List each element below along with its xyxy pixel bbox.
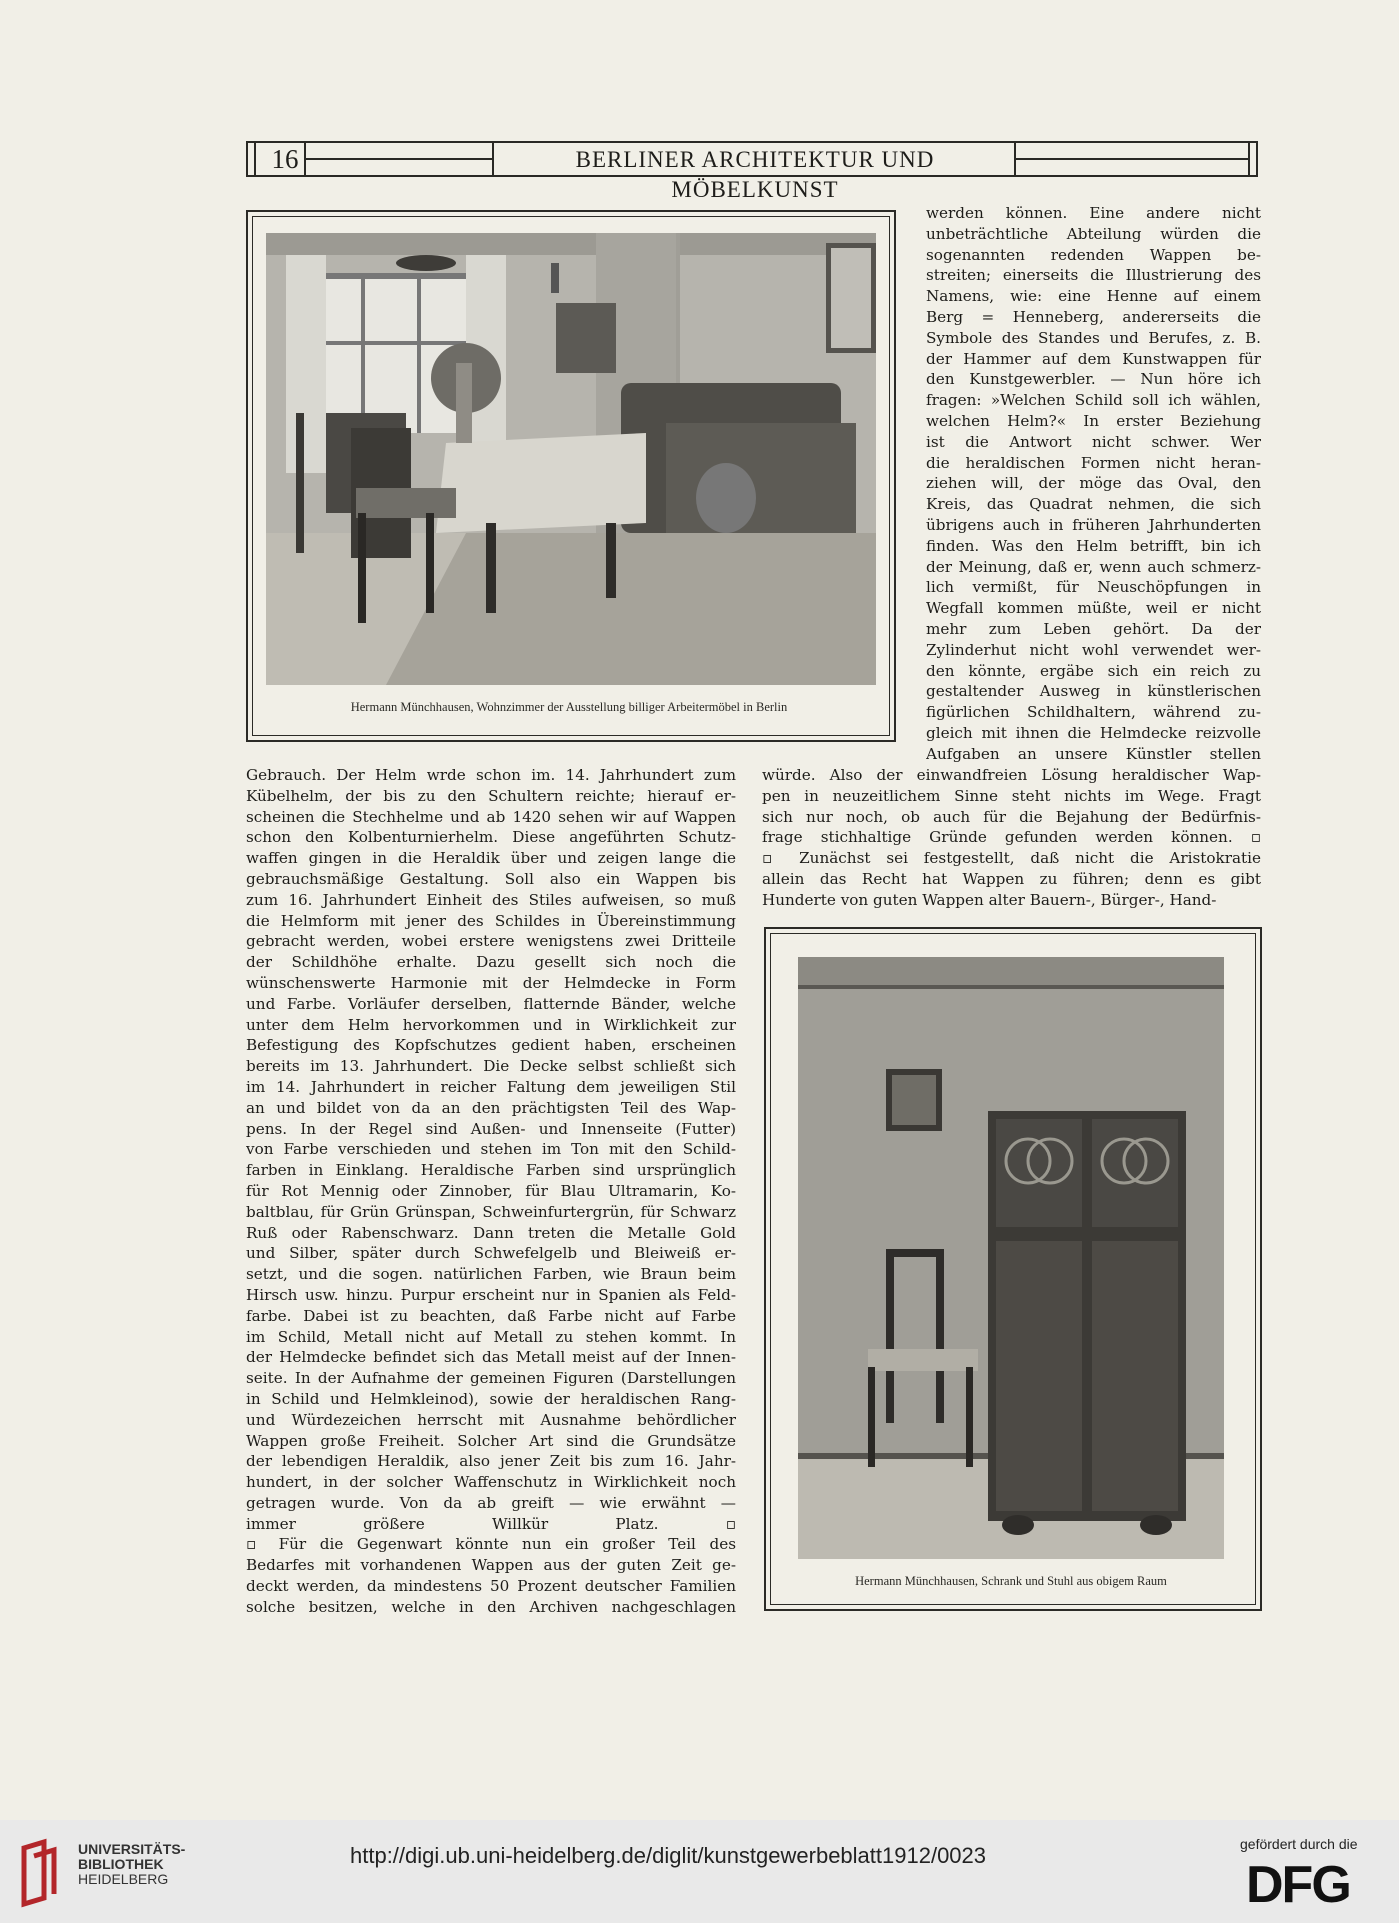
text-line: sogenannten redenden Wappen be- — [926, 245, 1261, 264]
text-line: deckt werden, da mindestens 50 Prozent deutscher Familien — [246, 1577, 736, 1596]
text-line: gestaltender Ausweg in künstlerischen — [926, 682, 1261, 701]
library-logo-icon — [14, 1838, 70, 1908]
figure-bottom-caption: Hermann Münchhausen, Schrank und Stuhl aus obigem Raum — [855, 1574, 1167, 1588]
text-line: der Meinung, daß er, wenn auch schmerz- — [926, 557, 1261, 576]
text-line: und Würdezeichen herrscht mit Ausnahme behördlicher — [246, 1410, 736, 1429]
text-line: Wappen große Freiheit. Solcher Art sind die Grundsätze — [246, 1431, 736, 1450]
text-line: gebracht werden, wobei erstere wenigstens zwei Dritteile — [246, 932, 736, 951]
text-line: fragen: »Welchen Schild soll ich wählen, — [926, 391, 1261, 410]
dfg-logo: DFG — [1246, 1856, 1350, 1914]
column-right-top — [926, 203, 1261, 765]
text-line: Zylinderhut nicht wohl verwendet wer- — [926, 640, 1261, 659]
column-left — [246, 765, 736, 1618]
text-line: pens. In der Regel sind Außen- und Innenseite (Futter) — [246, 1119, 736, 1138]
text-line: für Rot Mennig oder Zinnober, für Blau Ultramarin, Ko- — [246, 1181, 736, 1200]
text-line: Namens, wie: eine Henne auf einem — [926, 287, 1261, 306]
text-line: Kübelhelm, der bis zu den Schultern reichte; hierauf er- — [246, 786, 736, 805]
text-line: frage stichhaltige Gründe gefunden werden können. ▫ — [762, 828, 1261, 847]
text-line: figürlichen Schildhaltern, während zu- — [926, 703, 1261, 722]
text-line: zum 16. Jahrhundert Einheit des Stiles aufweisen, so muß — [246, 890, 736, 909]
text-line: solche besitzen, welche in den Archiven nachgeschlagen — [246, 1597, 736, 1616]
text-line: schon den Kolbenturnierhelm. Diese angeführten Schutz- — [246, 828, 736, 847]
text-line: ist die Antwort nicht schwer. Wer — [926, 432, 1261, 451]
text-line: Aufgaben an unsere Künstler stellen — [926, 744, 1261, 763]
text-line: finden. Was den Helm betrifft, bin ich — [926, 536, 1261, 555]
text-line: Bedarfes mit vorhandenen Wappen aus der guten Zeit ge- — [246, 1556, 736, 1575]
text-line: getragen wurde. Von da ab greift — wie erwähnt — — [246, 1493, 736, 1512]
text-line: übrigens auch in früheren Jahrhunderten — [926, 515, 1261, 534]
text-line: farben in Einklang. Heraldische Farben sind ursprünglich — [246, 1161, 736, 1180]
text-line: den Kunstgewerbler. — Nun höre ich — [926, 370, 1261, 389]
text-line: setzt, und die sogen. natürlichen Farben, wie Braun beim — [246, 1265, 736, 1284]
text-line: ▫ Zunächst sei festgestellt, daß nicht die Aristokratie — [762, 849, 1261, 868]
text-line: und Silber, später durch Schwefelgelb und Bleiweiß er- — [246, 1244, 736, 1263]
running-title: BERLINER ARCHITEKTUR UND MÖBELKUNST — [575, 147, 935, 202]
text-line: an und bildet von da an den prächtigsten Teil des Wap- — [246, 1098, 736, 1117]
library-name-line3: HEIDELBERG — [78, 1871, 169, 1887]
text-line: waffen gingen in die Heraldik über und zeigen lange die — [246, 849, 736, 868]
figure-top-photo — [266, 233, 876, 685]
text-line: die Helmform mit jener des Schildes in Übereinstimmung — [246, 911, 736, 930]
permalink-url[interactable]: http://digi.ub.uni-heidelberg.de/diglit/kunstgewerbeblatt1912/0023 — [350, 1843, 987, 1868]
text-line: Hirsch usw. hinzu. Purpur erscheint nur in Spanien als Feld- — [246, 1285, 736, 1304]
library-name — [78, 1842, 185, 1887]
text-line: unbeträchtliche Abteilung würden die — [926, 224, 1261, 243]
text-line: sich nur noch, ob auch für die Bejahung der Bedürfnis- — [762, 807, 1261, 826]
text-line: von Farbe verschieden und stehen im Ton mit den Schild- — [246, 1140, 736, 1159]
text-line: werden können. Eine andere nicht — [926, 204, 1261, 222]
text-line: bereits im 13. Jahrhundert. Die Decke selbst schließt sich — [246, 1057, 736, 1076]
text-line: mehr zum Leben gehört. Da der — [926, 619, 1261, 638]
text-line: wünschenswerte Harmonie mit der Helmdecke in Form — [246, 973, 736, 992]
text-line: Kreis, das Quadrat nehmen, die sich — [926, 495, 1261, 514]
text-line: welchen Helm?« In erster Beziehung — [926, 411, 1261, 430]
funded-by-label: gefördert durch die — [1240, 1836, 1358, 1852]
text-line: würde. Also der einwandfreien Lösung heraldischer Wap- — [762, 766, 1261, 784]
text-line: hundert, in der solcher Waffenschutz in Wirklichkeit noch — [246, 1473, 736, 1492]
text-line: unter dem Helm hervorkommen und in Wirklichkeit zur — [246, 1015, 736, 1034]
text-line: der Helmdecke befindet sich das Metall meist auf der Innen- — [246, 1348, 736, 1367]
text-line: Gebrauch. Der Helm wrde schon im. 14. Jahrhundert zum — [246, 766, 736, 784]
text-line: ziehen will, der möge das Oval, den — [926, 474, 1261, 493]
text-line: im Schild, Metall nicht auf Metall zu stehen kommt. In — [246, 1327, 736, 1346]
text-line: den könnte, ergäbe sich ein reich zu — [926, 661, 1261, 680]
column-right-mid — [762, 765, 1261, 911]
library-name-line1: UNIVERSITÄTS- — [78, 1841, 186, 1857]
text-line: lich vermißt, für Neuschöpfungen in — [926, 578, 1261, 597]
text-line: pen in neuzeitlichem Sinne steht nichts im Wege. Fragt — [762, 786, 1261, 805]
text-line: der lebendigen Heraldik, also jener Zeit bis zum 16. Jahr- — [246, 1452, 736, 1471]
text-line: Wegfall kommen müßte, weil er nicht — [926, 599, 1261, 618]
text-line: gleich mit ihnen die Helmdecke reizvolle — [926, 723, 1261, 742]
figure-top-caption: Hermann Münchhausen, Wohnzimmer der Ausstellung billiger Arbeitermöbel in Berlin — [350, 700, 788, 714]
text-line: allein das Recht hat Wappen zu führen; denn es gibt — [762, 869, 1261, 888]
library-name-line2: BIBLIOTHEK — [78, 1856, 164, 1872]
page-number: 16 — [271, 144, 299, 174]
text-line: im 14. Jahrhundert in reicher Faltung dem jeweiligen Stil — [246, 1077, 736, 1096]
text-line: seite. In der Aufnahme der gemeinen Figuren (Darstellungen — [246, 1369, 736, 1388]
text-line: scheinen die Stechhelme und ab 1420 sehen wir auf Wappen — [246, 807, 736, 826]
figure-bottom-photo — [798, 957, 1224, 1559]
text-line: in Schild und Helmkleinod), sowie der heraldischen Rang- — [246, 1389, 736, 1408]
text-line: die heraldischen Formen nicht heran- — [926, 453, 1261, 472]
text-line: Ruß oder Rabenschwarz. Dann treten die Metalle Gold — [246, 1223, 736, 1242]
text-line: Berg = Henneberg, andererseits die — [926, 307, 1261, 326]
text-line: immer größere Willkür Platz. ▫ — [246, 1514, 736, 1533]
text-line: Hunderte von guten Wappen alter Bauern-, Bürger-, Hand- — [762, 890, 1217, 909]
text-line: Befestigung des Kopfschutzes gedient haben, erscheinen — [246, 1036, 736, 1055]
text-line: der Schildhöhe erhalte. Dazu gesellt sich noch die — [246, 953, 736, 972]
text-line: streiten; einerseits die Illustrierung des — [926, 266, 1261, 285]
text-line: ▫ Für die Gegenwart könnte nun ein großer Teil des — [246, 1535, 736, 1554]
text-line: gebrauchsmäßige Gestaltung. Soll also ein Wappen bis — [246, 869, 736, 888]
text-line: und Farbe. Vorläufer derselben, flatternde Bänder, welche — [246, 994, 736, 1013]
text-line: der Hammer auf dem Kunstwappen für — [926, 349, 1261, 368]
text-line: baltblau, für Grün Grünspan, Schweinfurtergrün, für Schwarz — [246, 1202, 736, 1221]
text-line: farbe. Dabei ist zu beachten, daß Farbe nicht auf Farbe — [246, 1306, 736, 1325]
text-line: Symbole des Standes und Berufes, z. B. — [926, 328, 1261, 347]
